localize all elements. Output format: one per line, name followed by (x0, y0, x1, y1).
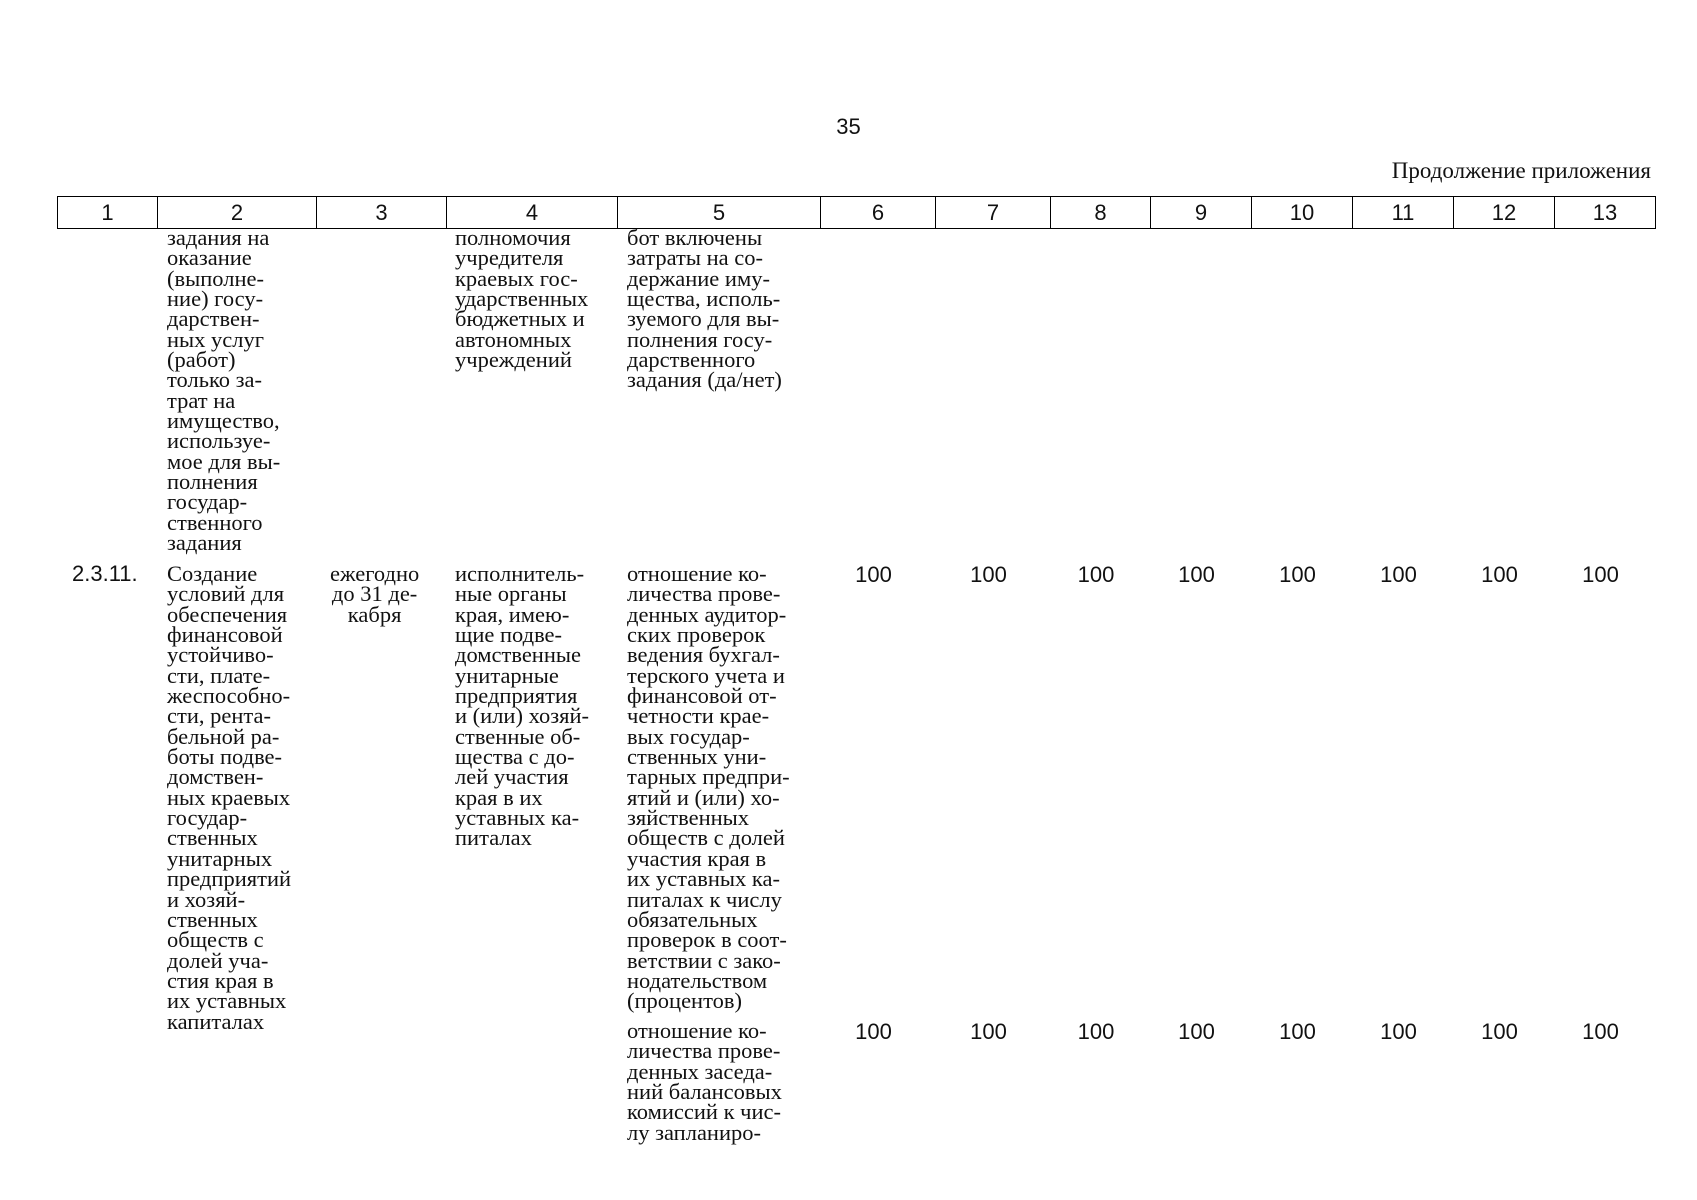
row-2-value-col9: 100 (1178, 1019, 1215, 1044)
row-2-value-col10: 100 (1279, 1019, 1316, 1044)
row-2-value-col12: 100 (1481, 1019, 1518, 1044)
row-2-indicator-text: отношение ко- личества прове- денных заседа- ний балансовых комиссий к чис- лу запланиро- (627, 1018, 782, 1145)
column-header-6: 6 (821, 197, 936, 229)
column-header-1: 1 (58, 197, 158, 229)
column-header-2: 2 (158, 197, 317, 229)
row-2-value-col11: 100 (1380, 1019, 1417, 1044)
row-1-item-number: 2.3.11. (72, 561, 138, 586)
column-header-10: 10 (1252, 197, 1353, 229)
continuation-label: Продолжение приложения (1391, 158, 1651, 183)
column-header-8: 8 (1051, 197, 1151, 229)
row-1-task-text: Создание условий для обеспечения финансовой устойчиво- сти, плате- жеспособно- сти, рента- бельной ра- боты подве- домствен- ных краевых государ- ственных унитарных предприятий и хозяй- ственных обществ с долей уча- стия края в их уставных капиталах (167, 561, 292, 1034)
row-1-deadline-text: ежегодно до 31 де- кабря (330, 561, 420, 627)
row-1-value-col7: 100 (970, 562, 1007, 587)
column-number-header (57, 196, 1656, 229)
row-2-value-col6: 100 (855, 1019, 892, 1044)
row-1-value-col12: 100 (1481, 562, 1518, 587)
page-number: 35 (836, 114, 861, 139)
column-header-4: 4 (447, 197, 618, 229)
row-1-value-col13: 100 (1582, 562, 1619, 587)
column-header-7: 7 (936, 197, 1051, 229)
column-header-9: 9 (1151, 197, 1252, 229)
column-header-13: 13 (1555, 197, 1656, 229)
column-header-3: 3 (317, 197, 447, 229)
column-header-11: 11 (1353, 197, 1454, 229)
row-2-value-col8: 100 (1077, 1019, 1115, 1044)
row-2-value-col13: 100 (1582, 1019, 1619, 1044)
row-1-value-col10: 100 (1279, 562, 1316, 587)
row-1-indicator-text: отношение ко- личества прове- денных аудитор- ских проверок ведения бухгал- терского учета и финансовой от- четности крае- вых государ- ственных уни- тарных предпри- ятий и (или) хо- зяйственных обществ с долей участия края в их уставных ка- питалах к числу обязательных проверок в соот- ветствии с зако- нодательством (процентов) (627, 561, 790, 1014)
row-1-value-col9: 100 (1178, 562, 1215, 587)
column-header-12: 12 (1454, 197, 1555, 229)
row-1-value-col6: 100 (855, 562, 892, 587)
row-0-executor-text: полномочия учредителя краевых гос- ударственных бюджетных и автономных учреждений (455, 225, 589, 373)
row-1-value-col8: 100 (1077, 562, 1115, 587)
row-2-value-col7: 100 (970, 1019, 1007, 1044)
row-1-value-col11: 100 (1380, 562, 1417, 587)
row-1-executor-text: исполнитель- ные органы края, имею- щие подве- домственные унитарные предприятия и (или) хозяй- ственные об- щества с до- лей участия края в их уставных ка- питалах (455, 561, 590, 851)
row-0-indicator-text: бот включены затраты на со- держание иму- щества, исполь- зуемого для вы- полнения госу- дарственного задания (да/нет) (627, 225, 782, 393)
column-header-5: 5 (618, 197, 821, 229)
row-0-task-text: задания на оказание (выполне- ние) госу- дарствен- ных услуг (работ) только за- трат на имущество, используе- мое для вы- полнения государ- ственного задания (167, 225, 281, 556)
